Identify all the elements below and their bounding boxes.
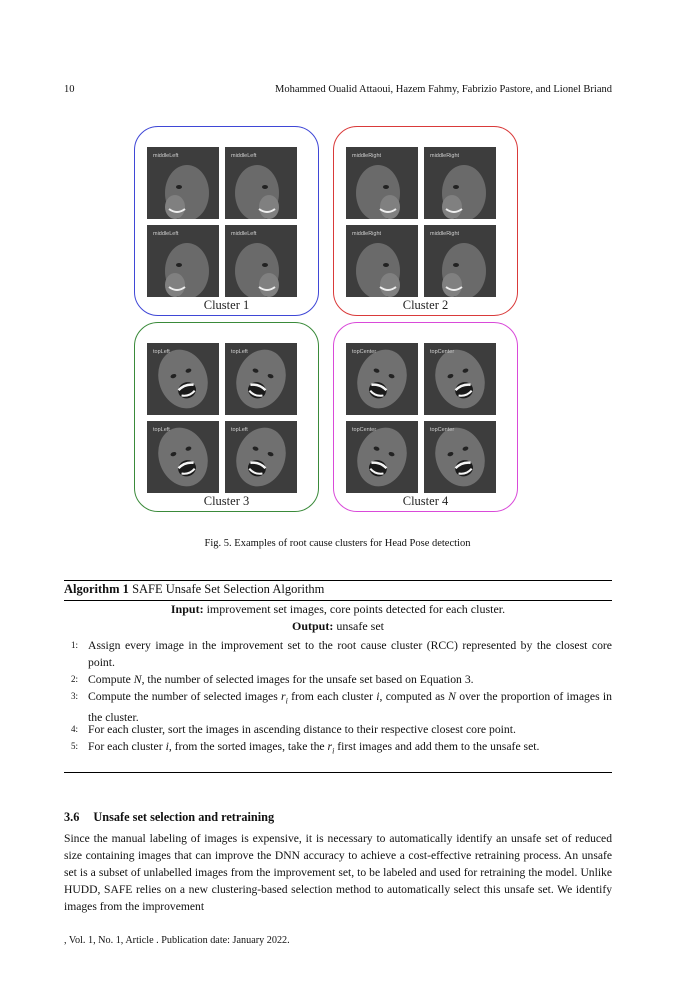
cluster-1-box: [134, 126, 319, 316]
cluster-3-image: [225, 343, 297, 415]
algorithm-step-2: [64, 671, 612, 688]
step-number: 2:: [70, 674, 78, 684]
algorithm-step-1: [64, 637, 612, 671]
image-label: topCenter: [352, 349, 377, 355]
image-label: topLeft: [153, 427, 170, 433]
image-label: middleLeft: [153, 231, 179, 237]
step-number: 3:: [70, 691, 78, 701]
cluster-4-image: [346, 343, 418, 415]
image-label: middleRight: [430, 231, 460, 237]
cluster-4-image: [424, 421, 496, 493]
step-text: For each cluster i, from the sorted images, take the $r_i$ first images and add them to the unsafe set.: [88, 740, 540, 756]
cluster-1-image: [147, 225, 219, 297]
image-label: middleLeft: [231, 231, 257, 237]
cluster-4-image: [346, 421, 418, 493]
image-label: topCenter: [430, 427, 455, 433]
algorithm-step-3: [64, 688, 613, 725]
cluster-3-image: [147, 421, 219, 493]
algorithm-input: [64, 602, 612, 617]
image-label: middleLeft: [231, 153, 257, 159]
cluster-title: Cluster 3: [203, 494, 250, 508]
cluster-2-image: [424, 225, 496, 297]
image-label: topLeft: [153, 349, 170, 355]
image-label: topLeft: [231, 349, 248, 355]
section-number: 3.6: [64, 810, 80, 824]
input-text: improvement set images, core points detected for each cluster.: [203, 602, 506, 616]
algorithm-step-5: [64, 738, 612, 772]
image-label: topCenter: [352, 427, 377, 433]
cluster-1-image: [225, 147, 297, 219]
section-heading: [64, 810, 274, 825]
image-label: topLeft: [231, 427, 248, 433]
cluster-title: Cluster 2: [402, 298, 449, 312]
algorithm-name: SAFE Unsafe Set Selection Algorithm: [128, 582, 325, 596]
step-text: For each cluster, sort the images in ascending distance to their respective closest core point.: [88, 723, 516, 736]
step-text: Assign every image in the improvement set to the root cause cluster (RCC) represented by the closest core point.: [88, 639, 612, 669]
cluster-4-box: [333, 322, 518, 512]
cluster-2-box: [333, 126, 518, 316]
cluster-2-image: [424, 147, 496, 219]
image-label: topCenter: [430, 349, 455, 355]
cluster-2-image: [346, 147, 418, 219]
algorithm-bottom-rule: [64, 772, 612, 773]
section-title: Unsafe set selection and retraining: [93, 810, 275, 824]
algorithm-step-4: [64, 721, 612, 738]
algorithm-top-rule: [64, 580, 612, 581]
cluster-3-image: [225, 421, 297, 493]
cluster-1-image: [225, 225, 297, 297]
section-paragraph: Since the manual labeling of images is expensive, it is necessary to automatically identify an unsafe set of reduced size containing images that can improve the DNN accuracy to achieve a cost-effective retraining process. An unsafe set is a subset of unlabelled images from the improvement set, to be labeled and used for retraining the model. Unlike HUDD, SAFE relies on a new clustering-based selection method to automatically select this unsafe set. We identify images from the improvement: [64, 832, 612, 914]
algorithm-label: Algorithm 1: [64, 582, 129, 596]
step-number: 5:: [70, 741, 78, 751]
page-number: 10: [64, 84, 75, 95]
step-text: Compute N, the number of selected images for the unsafe set based on Equation 3.: [88, 673, 474, 686]
image-label: middleLeft: [153, 153, 179, 159]
step-text: Compute the number of selected images $r_i$ from each cluster i, computed as N over the proportion of images in the cluster.: [88, 690, 613, 725]
image-label: middleRight: [352, 231, 382, 237]
page-footer: , Vol. 1, No. 1, Article . Publication date: January 2022.: [64, 935, 290, 946]
cluster-title: Cluster 4: [402, 494, 449, 508]
cluster-3-box: [134, 322, 319, 512]
image-label: middleRight: [352, 153, 382, 159]
algorithm-title-rule: [64, 600, 612, 601]
algorithm-output: [64, 619, 612, 634]
figure-caption: Fig. 5. Examples of root cause clusters for Head Pose detection: [204, 538, 471, 549]
step-number: 1:: [70, 640, 78, 650]
cluster-title: Cluster 1: [203, 298, 250, 312]
algorithm-title: [64, 582, 612, 597]
cluster-2-image: [346, 225, 418, 297]
cluster-1-image: [147, 147, 219, 219]
image-label: middleRight: [430, 153, 460, 159]
output-label: Output:: [292, 619, 334, 633]
step-number: 4:: [70, 724, 78, 734]
input-label: Input:: [170, 602, 204, 616]
cluster-4-image: [424, 343, 496, 415]
running-header-authors: Mohammed Oualid Attaoui, Hazem Fahmy, Fabrizio Pastore, and Lionel Briand: [275, 84, 612, 95]
cluster-3-image: [147, 343, 219, 415]
output-text: unsafe set: [333, 619, 384, 633]
